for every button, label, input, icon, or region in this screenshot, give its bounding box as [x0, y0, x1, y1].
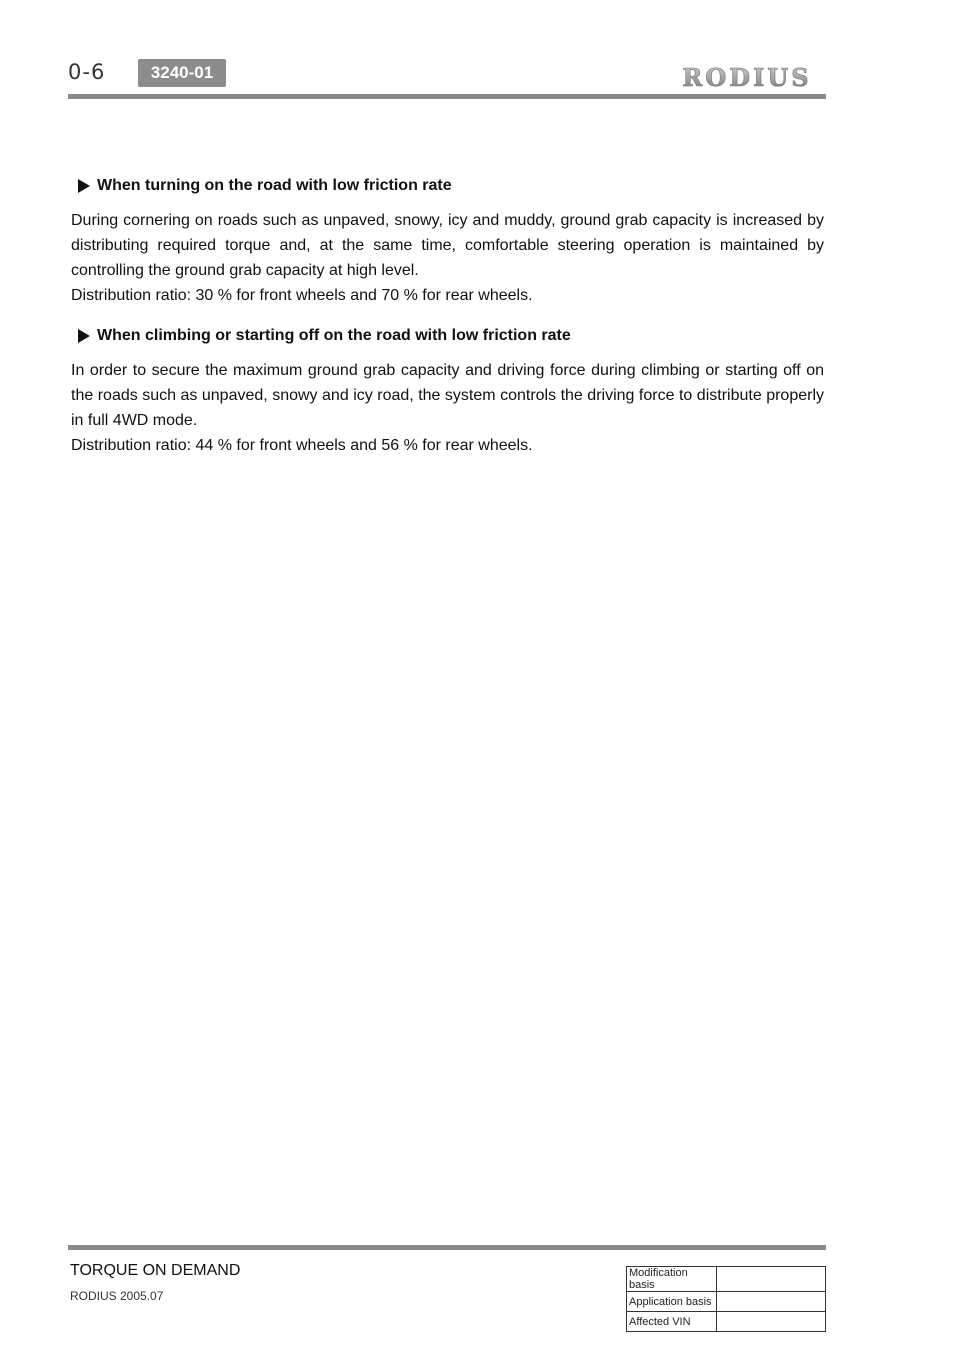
- section-paragraph: During cornering on roads such as unpaved, snowy, icy and muddy, ground grab capacity is increased by distributing required torque and, at the same time, comfortable steering operation is maintained by controlling the ground grab capacity at high level.: [71, 212, 824, 279]
- application-basis-value: [717, 1292, 826, 1312]
- section-low-friction-turning: [71, 172, 824, 308]
- section-heading-text: When turning on the road with low friction rate: [97, 177, 452, 194]
- section-heading: [78, 172, 824, 200]
- distribution-ratio: Distribution ratio: 44 % for front wheels and 56 % for rear wheels.: [71, 437, 533, 454]
- header-rule: [68, 94, 826, 99]
- table-row: [627, 1267, 826, 1292]
- modification-basis-label: Modification basis: [627, 1267, 717, 1292]
- modification-basis-value: [717, 1267, 826, 1292]
- triangle-right-icon: [78, 329, 90, 343]
- page-number: 0-6: [68, 60, 106, 84]
- section-paragraph: In order to secure the maximum ground grab capacity and driving force during climbing or starting off on the roads such as unpaved, snowy and icy road, the system controls the driving force to distribute properly in full 4WD mode.: [71, 362, 824, 429]
- table-row: [627, 1312, 826, 1332]
- affected-vin-value: [717, 1312, 826, 1332]
- brand-logo-text: RODIUS: [682, 64, 812, 92]
- basis-table: [626, 1266, 826, 1332]
- brand-logo: [668, 64, 826, 92]
- section-low-friction-climbing: [71, 322, 824, 458]
- application-basis-label: Application basis: [627, 1292, 717, 1312]
- footer-title: TORQUE ON DEMAND: [70, 1262, 241, 1279]
- main-content: [71, 172, 824, 472]
- distribution-ratio: Distribution ratio: 30 % for front wheels and 70 % for rear wheels.: [71, 287, 533, 304]
- footer-rule: [68, 1245, 826, 1250]
- affected-vin-label: Affected VIN: [627, 1312, 717, 1332]
- triangle-right-icon: [78, 179, 90, 193]
- section-code-badge: 3240-01: [138, 59, 226, 87]
- section-heading-text: When climbing or starting off on the road with low friction rate: [97, 327, 571, 344]
- footer-model-date: RODIUS 2005.07: [70, 1289, 164, 1303]
- table-row: [627, 1292, 826, 1312]
- section-heading: [78, 322, 824, 350]
